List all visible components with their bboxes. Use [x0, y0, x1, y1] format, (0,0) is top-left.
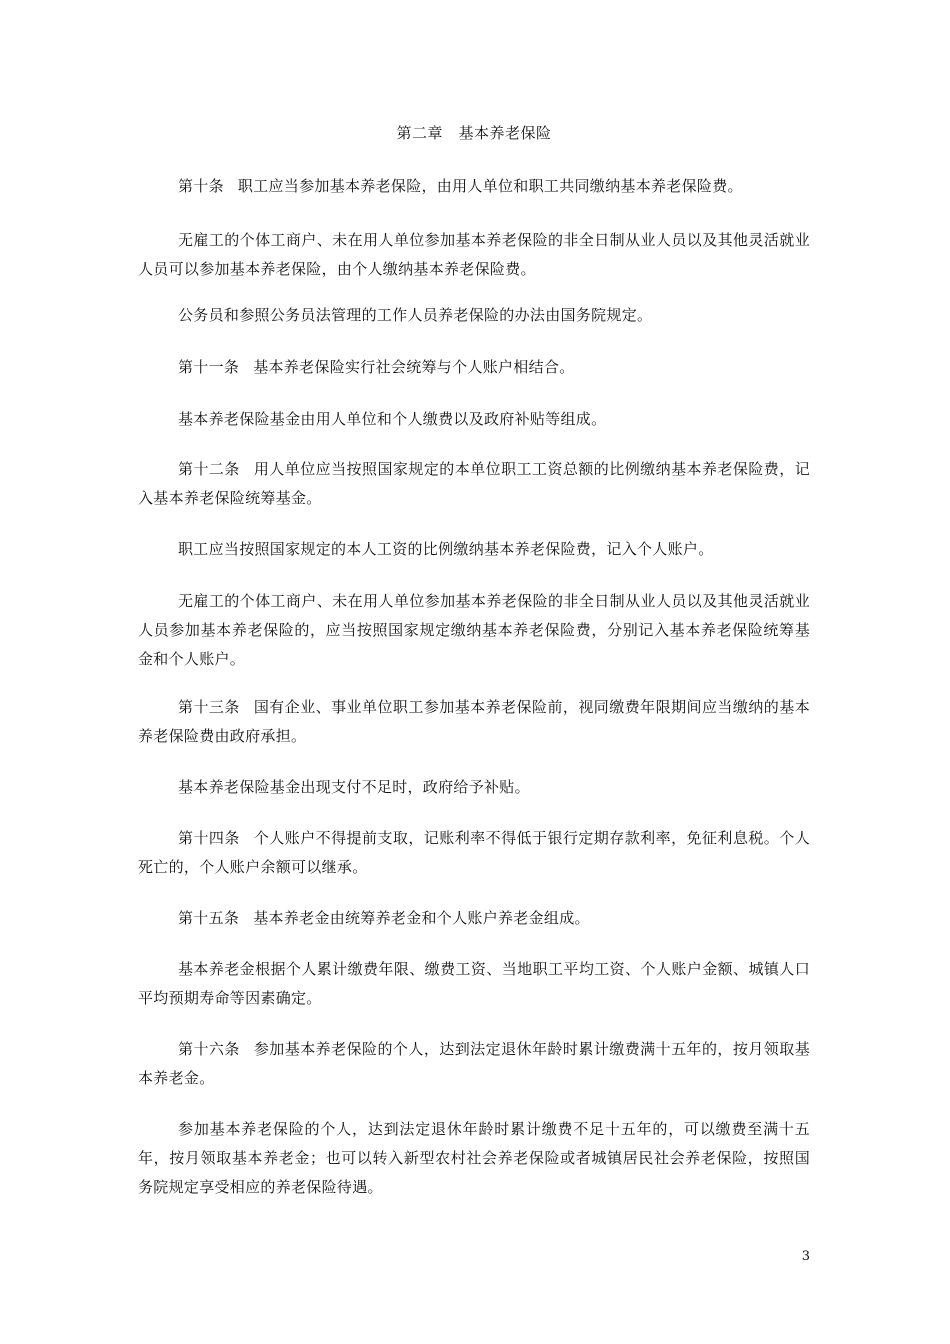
article-number: 第十六条	[178, 1040, 240, 1058]
paragraph-text: 基本养老金由统筹养老金和个人账户养老金组成。	[253, 909, 590, 927]
paragraph-12	[138, 904, 810, 933]
paragraph-10	[138, 773, 810, 802]
paragraph-text: 个人账户不得提前支取，记账利率不得低于银行定期存款利率，免征利息税。个人死亡的，个人账户余额可以继承。	[138, 829, 811, 876]
paragraph-text: 无雇工的个体工商户、未在用人单位参加基本养老保险的非全日制从业人员以及其他灵活就业人员参加基本养老保险的，应当按照国家规定缴纳基本养老保险费，分别记入基本养老保险统筹基金和个人账户。	[138, 592, 810, 668]
article-number: 第十二条	[178, 460, 240, 478]
paragraph-text: 职工应当参加基本养老保险，由用人单位和职工共同缴纳基本养老保险费。	[237, 177, 743, 195]
article-number: 第十一条	[178, 358, 240, 376]
paragraph-7	[138, 535, 810, 564]
paragraph-text: 基本养老金根据个人累计缴费年限、缴费工资、当地职工平均工资、个人账户金额、城镇人口平均预期寿命等因素确定。	[138, 960, 810, 1007]
paragraph-text: 用人单位应当按照国家规定的本单位职工工资总额的比例缴纳基本养老保险费，记入基本养老保险统筹基金。	[138, 460, 811, 507]
paragraph-13	[138, 955, 810, 1013]
page-number: 3	[801, 1249, 810, 1264]
paragraph-3	[138, 301, 810, 330]
paragraph-9	[138, 693, 810, 751]
paragraph-text: 基本养老保险实行社会统筹与个人账户相结合。	[253, 358, 575, 376]
article-number: 第十条	[178, 177, 224, 195]
paragraph-14	[138, 1035, 810, 1093]
paragraph-text: 公务员和参照公务员法管理的工作人员养老保险的办法由国务院规定。	[178, 306, 653, 324]
article-number: 第十五条	[178, 909, 240, 927]
paragraph-6	[138, 455, 810, 513]
paragraph-2	[138, 226, 810, 284]
paragraph-4	[138, 353, 810, 382]
paragraph-text: 参加基本养老保险的个人，达到法定退休年龄时累计缴费满十五年的，按月领取基本养老金。	[138, 1040, 811, 1087]
paragraph-8	[138, 587, 810, 674]
paragraph-5	[138, 405, 810, 434]
paragraph-1	[138, 172, 810, 201]
paragraph-11	[138, 824, 810, 882]
paragraph-text: 基本养老保险基金出现支付不足时，政府给予补贴。	[178, 778, 530, 796]
paragraph-text: 国有企业、事业单位职工参加基本养老保险前，视同缴费年限期间应当缴纳的基本养老保险费由政府承担。	[138, 698, 811, 745]
paragraph-text: 基本养老保险基金由用人单位和个人缴费以及政府补贴等组成。	[178, 410, 607, 428]
chapter-title: 第二章 基本养老保险	[396, 124, 552, 142]
paragraph-text: 无雇工的个体工商户、未在用人单位参加基本养老保险的非全日制从业人员以及其他灵活就业人员可以参加基本养老保险，由个人缴纳基本养老保险费。	[138, 231, 810, 278]
article-number: 第十三条	[178, 698, 240, 716]
article-number: 第十四条	[178, 829, 240, 847]
paragraph-15	[138, 1115, 810, 1202]
paragraph-text: 参加基本养老保险的个人，达到法定退休年龄时累计缴费不足十五年的，可以缴费至满十五年，按月领取基本养老金；也可以转入新型农村社会养老保险或者城镇居民社会养老保险，按照国务院规定享受相应的养老保险待遇。	[138, 1120, 810, 1196]
paragraph-text: 职工应当按照国家规定的本人工资的比例缴纳基本养老保险费，记入个人账户。	[178, 540, 714, 558]
